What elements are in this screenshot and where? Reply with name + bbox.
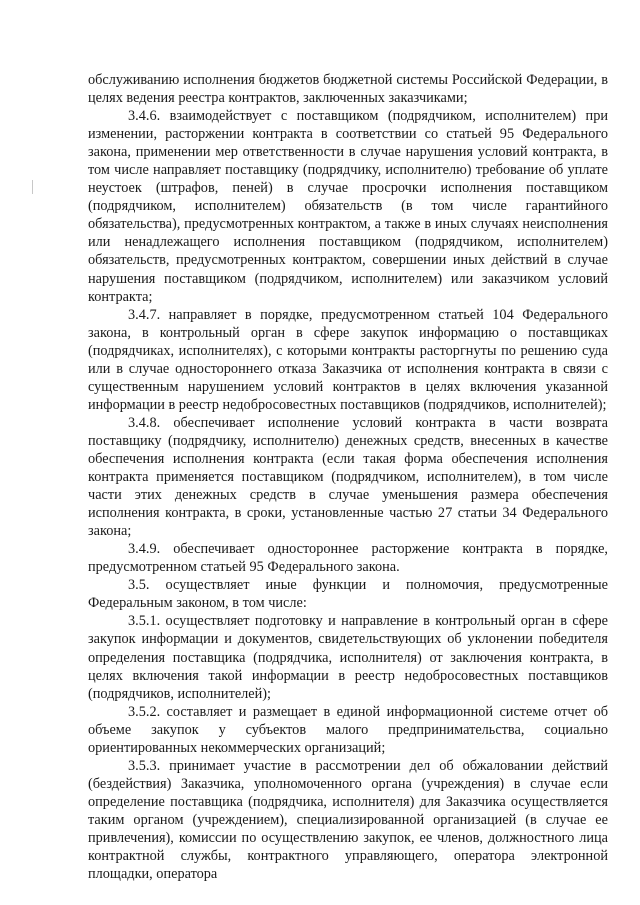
paragraph-3-4-8: 3.4.8. обеспечивает исполнение условий контракта в части возврата поставщику (подрядчику, исполнителю) денежных средств, внесенных в качестве обеспечения исполнения контракта (если такая форма обеспечения исполнения контракта применяется поставщиком (подрядчиком, исполнителем), в том числе части этих денежных средств в случае уменьшения размера обеспечения исполнения контракта, в сроки, установленные частью 27 статьи 34 Федерального закона; xyxy=(88,414,608,540)
margin-mark xyxy=(32,180,33,194)
paragraph-3-5-2: 3.5.2. составляет и размещает в единой информационной системе отчет об объеме закупок у субъектов малого предпринимательства, социально ориентированных некоммерческих организаций; xyxy=(88,703,608,756)
paragraph-3-5-3: 3.5.3. принимает участие в рассмотрении дел об обжаловании действий (бездействия) Заказчика, уполномоченного органа (учреждения) в случае если определение поставщика (подрядчика, исполнителя) для Заказчика осуществляется таким органом (учреждением), специализированной организацией (в случае ее привлечения), комиссии по осуществлению закупок, ее членов, должностного лица контрактной службы, контрактного управляющего, оператора электронной площадки, оператора xyxy=(88,757,608,883)
document-body xyxy=(88,71,608,883)
paragraph-continuation: обслуживанию исполнения бюджетов бюджетной системы Российской Федерации, в целях ведения реестра контрактов, заключенных заказчиками; xyxy=(88,72,608,107)
paragraph-3-4-7: 3.4.7. направляет в порядке, предусмотренном статьей 104 Федерального закона, в контрольный орган в сфере закупок информацию о поставщиках (подрядчиках, исполнителях), с которыми контракты расторгнуты по решению суда или в случае одностороннего отказа Заказчика от исполнения контракта в связи с существенным нарушением условий контрактов в целях включения указанной информации в реестр недобросовестных поставщиков (подрядчиков, исполнителей); xyxy=(88,306,608,413)
paragraph-3-4-6: 3.4.6. взаимодействует с поставщиком (подрядчиком, исполнителем) при изменении, расторжении контракта в соответствии со статьей 95 Федерального закона, применении мер ответственности в случае нарушения условий контракта, в том числе направляет поставщику (подрядчику, исполнителю) требование об уплате неустоек (штрафов, пеней) в случае просрочки исполнения поставщиком (подрядчиком, исполнителем) обязательств (в том числе гарантийного обязательства), предусмотренных контрактом, а также в иных случаях неисполнения или ненадлежащего исполнения поставщиком (подрядчиком, исполнителем) обязательств, предусмотренных контрактом, совершении иных действий в случае нарушения поставщиком (подрядчиком, исполнителем) или заказчиком условий контракта; xyxy=(88,108,608,305)
paragraph-3-4-9: 3.4.9. обеспечивает одностороннее расторжение контракта в порядке, предусмотренном статьей 95 Федерального закона. xyxy=(88,541,608,576)
paragraph-3-5-1: 3.5.1. осуществляет подготовку и направление в контрольный орган в сфере закупок информации и документов, свидетельствующих об уклонении победителя определения поставщика (подрядчика, исполнителя) от заключения контракта, в целях включения такой информации в реестр недобросовестных поставщиков (подрядчиков, исполнителей); xyxy=(88,613,608,702)
paragraph-3-5: 3.5. осуществляет иные функции и полномочия, предусмотренные Федеральным законом, в том числе: xyxy=(88,577,608,612)
